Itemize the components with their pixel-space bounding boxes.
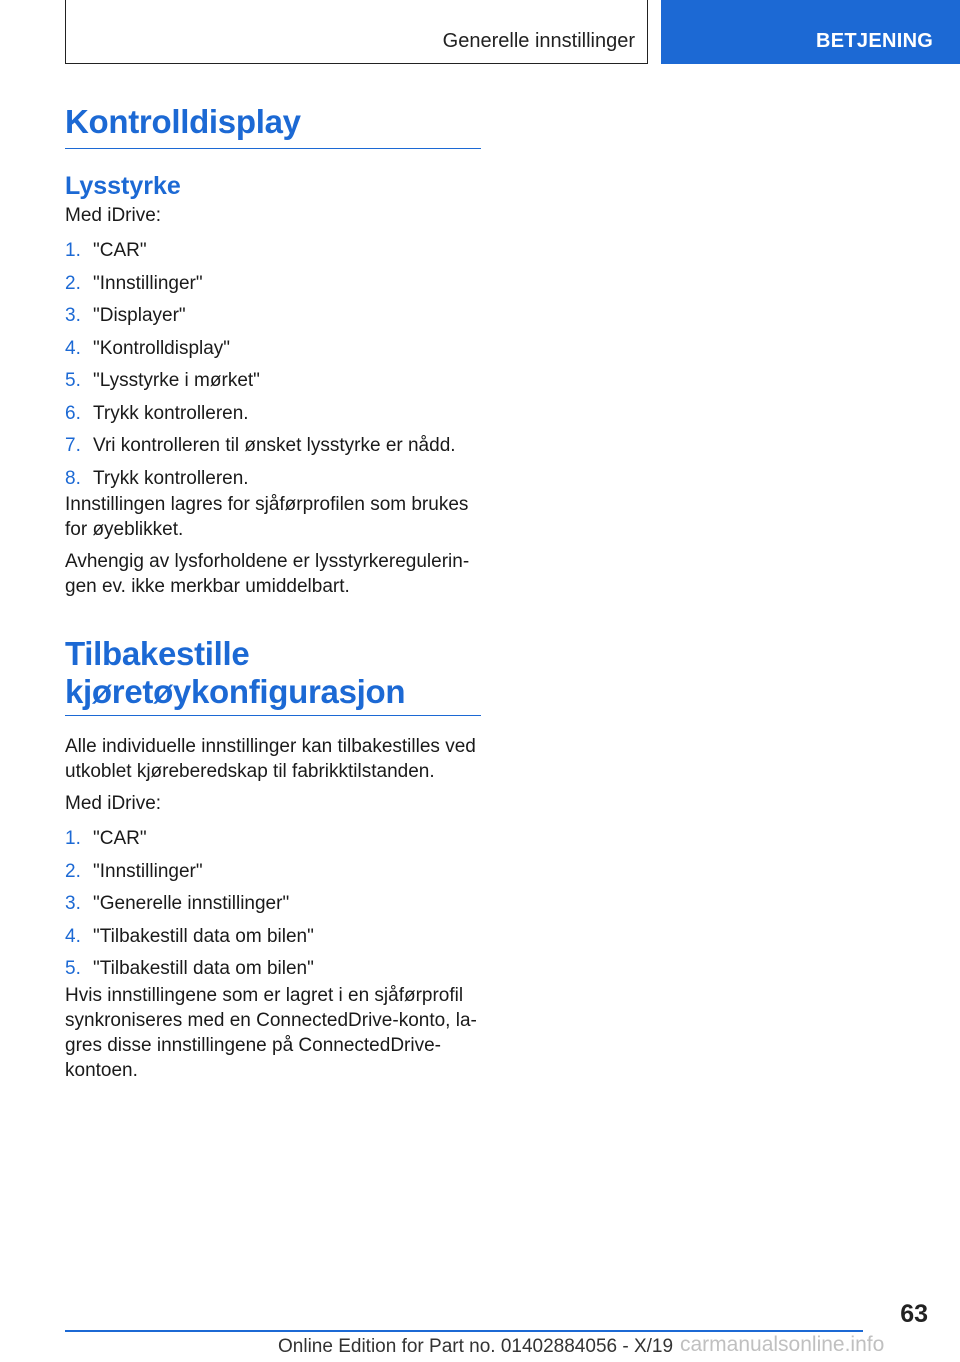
header-section-title: Generelle innstillinger <box>442 30 635 52</box>
watermark: carmanualsonline.info <box>680 1333 885 1356</box>
idrive-intro: Med iDrive: <box>65 205 162 226</box>
step-number: 5. <box>65 958 81 979</box>
note-profile-storage: Innstillingen lagres for sjåførprofilen som brukes for øyeblikket. <box>65 494 469 540</box>
step-number: 5. <box>65 370 81 391</box>
list-item <box>65 238 481 271</box>
note-light-conditions: Avhengig av lysforholdene er lysstyrkereguleringen ev. ikke merkbar umiddelbart. <box>65 551 470 597</box>
step-number: 6. <box>65 402 81 424</box>
page-content <box>65 102 481 1083</box>
steps-list-brightness <box>65 238 481 498</box>
section-title-line2: kjøretøykonfigurasjon <box>65 673 406 710</box>
step-text: "CAR" <box>93 828 147 849</box>
step-text: "Lysstyrke i mørket" <box>93 370 260 391</box>
step-number: 4. <box>65 925 81 947</box>
step-text: Trykk kontrolleren. <box>93 402 249 424</box>
step-number: 7. <box>65 435 81 456</box>
step-number: 1. <box>65 240 81 261</box>
step-number: 2. <box>65 860 81 882</box>
section-title-reset-config <box>65 635 481 716</box>
list-item <box>65 826 481 859</box>
page-number: 63 <box>900 1300 928 1328</box>
list-item <box>65 433 481 466</box>
step-number: 4. <box>65 337 81 359</box>
step-text: "Tilbakestill data om bilen" <box>93 925 314 947</box>
header-section-box <box>65 0 648 64</box>
list-item <box>65 924 481 957</box>
step-number: 8. <box>65 467 81 489</box>
step-text: "Innstillinger" <box>93 272 203 294</box>
step-text: "Innstillinger" <box>93 860 203 882</box>
step-number: 2. <box>65 272 81 294</box>
step-text: "CAR" <box>93 240 147 261</box>
reset-intro: Alle individuelle innstillinger kan tilbakestilles ved utkoblet kjøreberedskap til fabrikktilstanden. <box>65 736 476 782</box>
step-text: Trykk kontrolleren. <box>93 467 249 489</box>
list-item <box>65 303 481 336</box>
section-title-kontrolldisplay: Kontrolldisplay <box>65 102 481 149</box>
step-text: "Generelle innstillinger" <box>93 893 290 914</box>
step-text: "Displayer" <box>93 305 186 326</box>
step-number: 3. <box>65 893 81 914</box>
step-number: 1. <box>65 828 81 849</box>
footer-divider <box>65 1330 863 1332</box>
idrive-intro: Med iDrive: <box>65 793 162 814</box>
list-item <box>65 401 481 434</box>
steps-list-reset <box>65 826 481 989</box>
step-number: 3. <box>65 305 81 326</box>
list-item <box>65 368 481 401</box>
step-text: "Kontrolldisplay" <box>93 337 231 359</box>
edition-info: Online Edition for Part no. 01402884056 - X/19 <box>278 1336 674 1357</box>
list-item <box>65 336 481 369</box>
chapter-tab-label: BETJENING <box>816 30 934 52</box>
list-item <box>65 271 481 304</box>
subsection-title-lysstyrke: Lysstyrke <box>65 172 181 200</box>
step-text: Vri kontrolleren til ønsket lysstyrke er nådd. <box>93 435 456 456</box>
section-title-line1: Tilbakestille <box>65 635 250 672</box>
list-item <box>65 859 481 892</box>
note-connecteddrive: Hvis innstillingene som er lagret i en sjåførprofil synkroniseres med en ConnectedDrive-konto, lagres disse innstillingene på ConnectedDrive-kontoen. <box>65 984 477 1081</box>
chapter-tab <box>661 0 960 64</box>
step-text: "Tilbakestill data om bilen" <box>93 958 314 979</box>
list-item <box>65 891 481 924</box>
